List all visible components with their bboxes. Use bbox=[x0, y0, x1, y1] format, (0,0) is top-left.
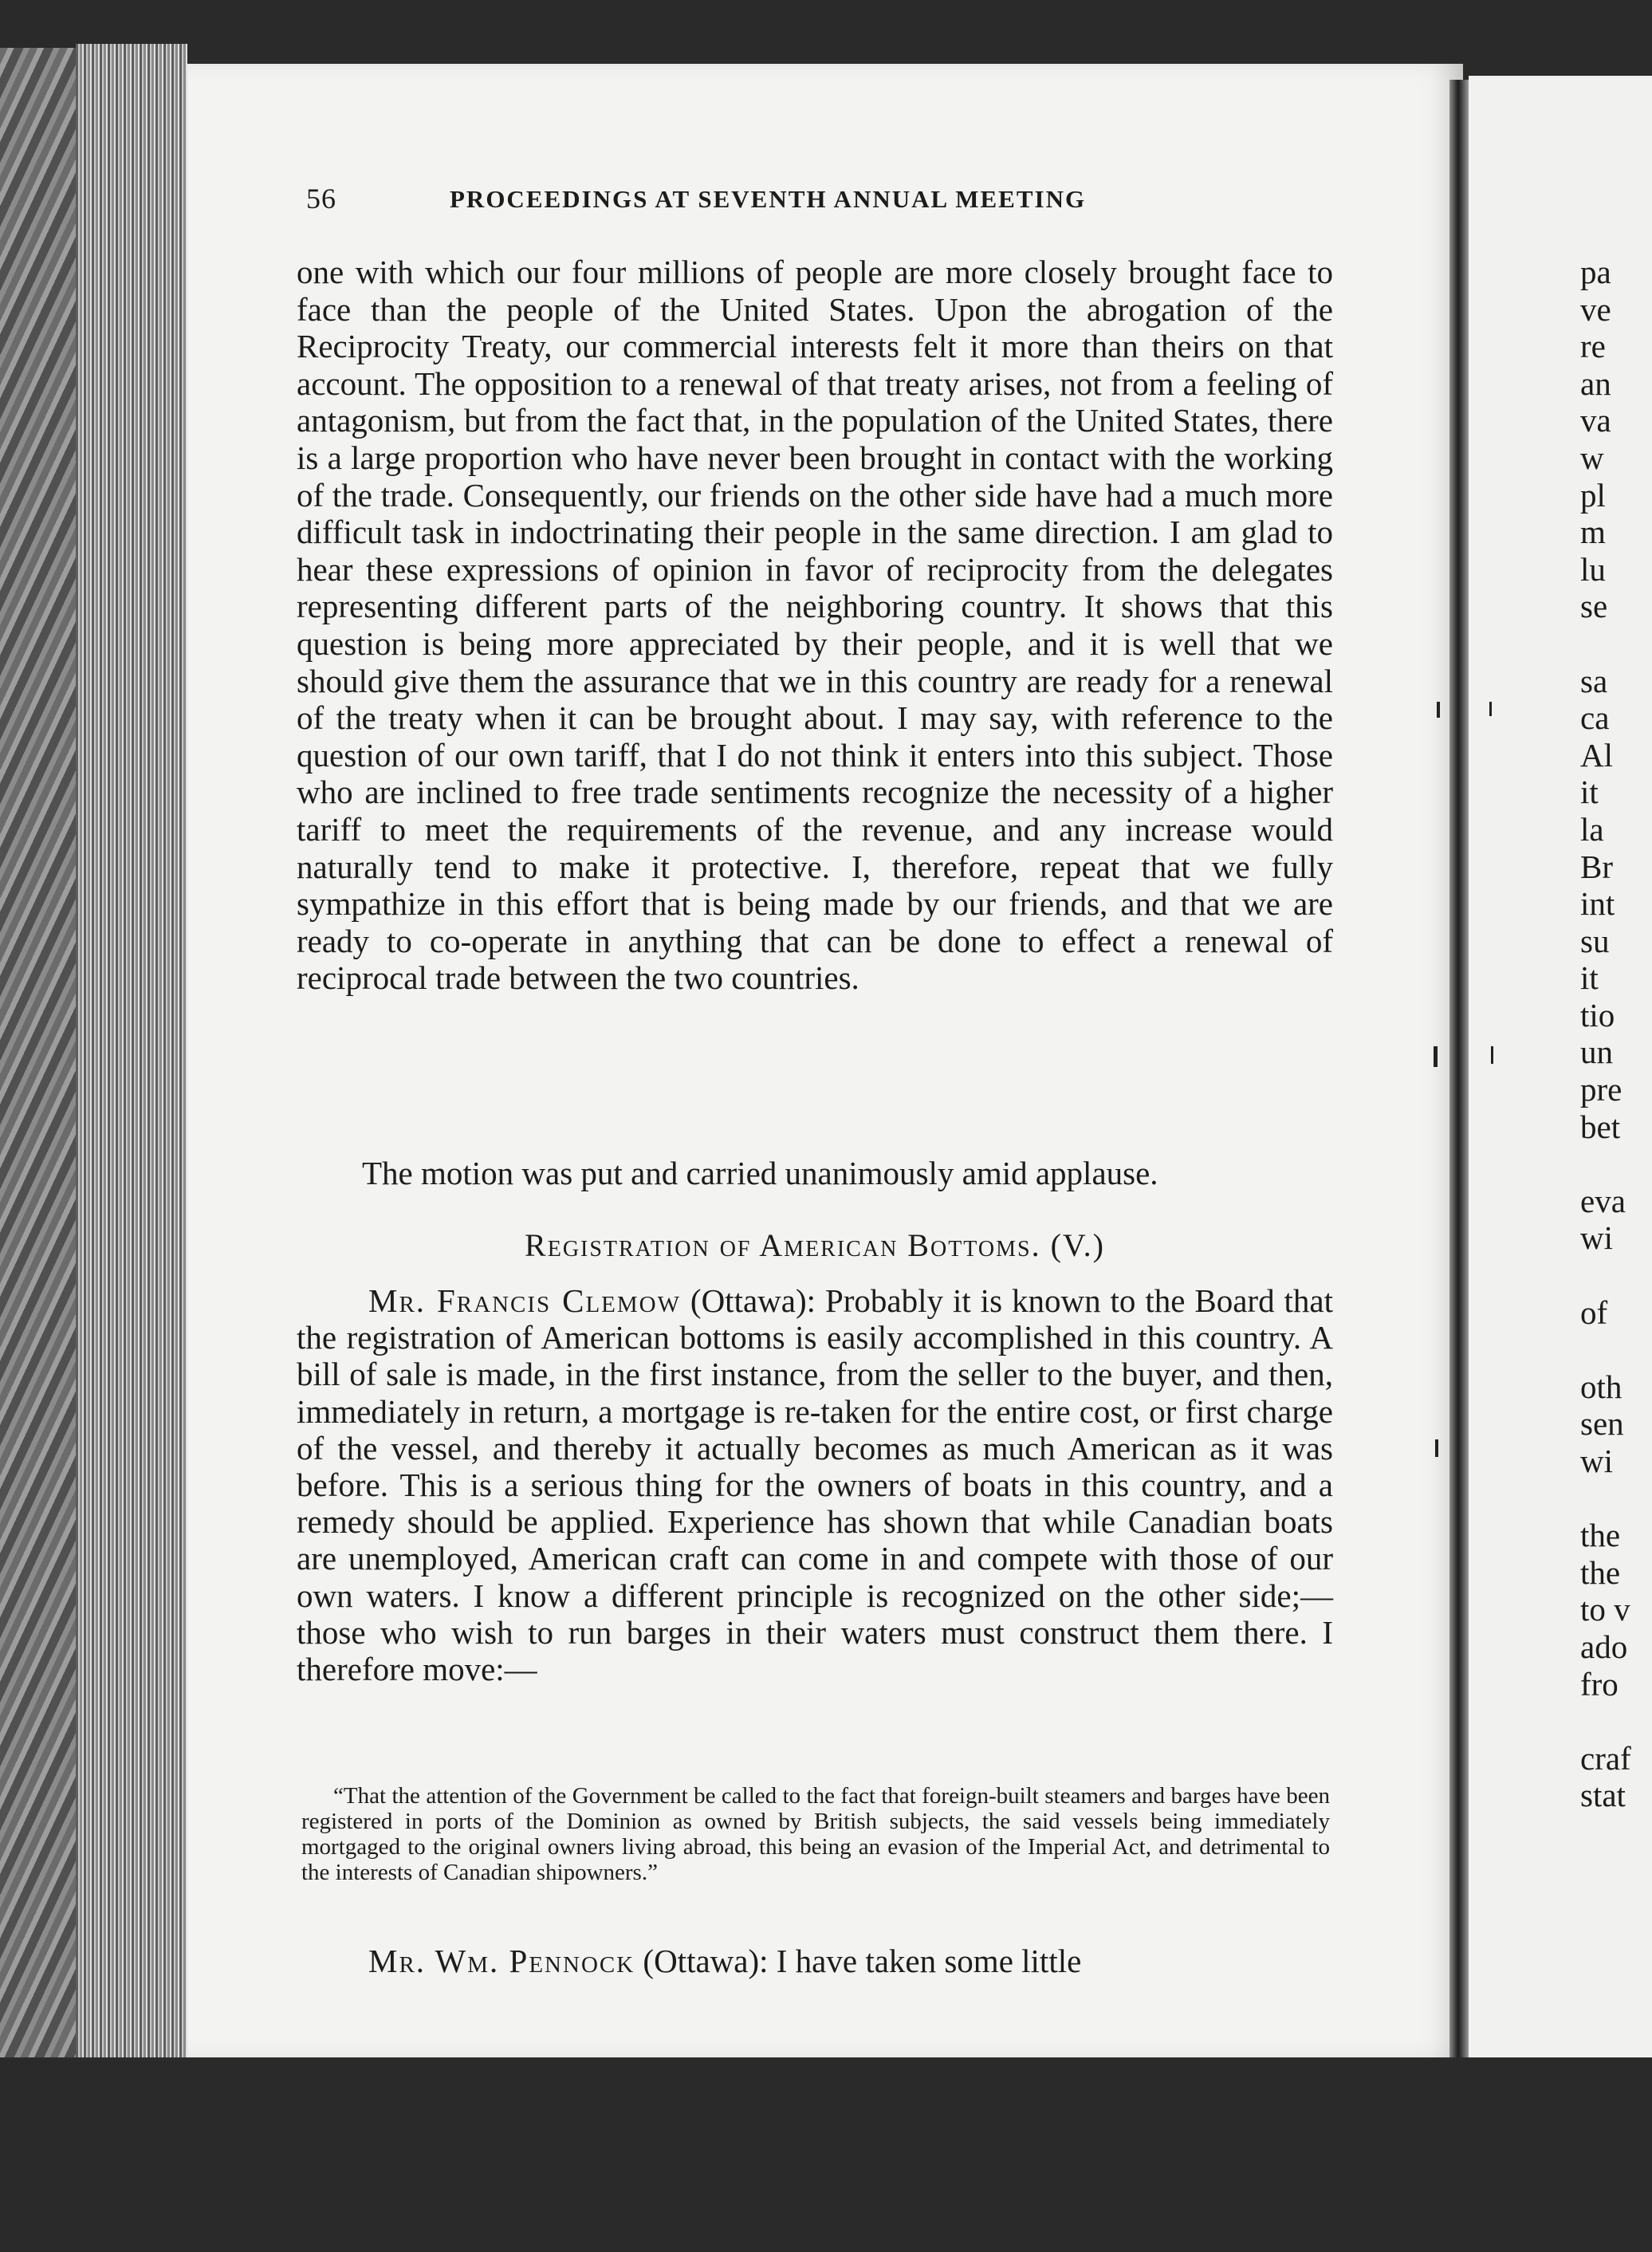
right-page-fragment: re bbox=[1580, 328, 1606, 365]
right-page-fragment: oth bbox=[1580, 1368, 1622, 1405]
right-page-fragment: m bbox=[1580, 514, 1606, 551]
right-page-fragment: to v bbox=[1580, 1591, 1630, 1628]
paragraph-2: The motion was put and carried unanimously amid applause. bbox=[362, 1155, 1158, 1191]
scan-speck bbox=[1437, 702, 1440, 718]
resolution-quote: “That the attention of the Government be called to the fact that foreign-built steamers and barges have been registered in ports of the Dominion as owned by British subjects, the said vessels being immediately mortgaged to the original owners living abroad, this being an evasion of the Imperial Act, and detrimental to the interests of Canadian shipowners.” bbox=[301, 1783, 1330, 1885]
paragraph-3-text: Probably it is known to the Board that the registration of American bottoms is easily accomplished in this country. A bill of sale is made, in the first instance, from the seller to the buyer, and then, immediately in return, a mortgage is re-taken for the entire cost, or first charge of the vessel, and thereby it actually becomes as much American as it was before. This is a serious thing for the owners of boats in this country, and a remedy should be applied. Experience has shown that while Canadian boats are unemployed, American craft can come in and compete with those of our own waters. I know a different principle is recognized on the other side;—those who wish to run barges in their waters must construct them there. I therefore move:— bbox=[297, 1282, 1334, 1688]
right-page-fragment bbox=[1580, 1480, 1652, 1518]
right-page-fragment: se bbox=[1580, 588, 1608, 625]
right-page-fragment: ado bbox=[1580, 1628, 1628, 1665]
right-page-fragment: bet bbox=[1580, 1108, 1621, 1145]
section-heading: Registration of American Bottoms. (V.) bbox=[525, 1227, 1105, 1263]
speaker-name: Mr. Wm. Pennock bbox=[368, 1943, 635, 1979]
right-page-fragment: eva bbox=[1580, 1182, 1626, 1219]
right-page-fragment: va bbox=[1580, 402, 1611, 439]
right-page-fragment: wi bbox=[1580, 1443, 1613, 1479]
running-head: PROCEEDINGS AT SEVENTH ANNUAL MEETING bbox=[450, 185, 1087, 213]
right-page-fragment: int bbox=[1580, 885, 1615, 923]
right-page-fragment: it bbox=[1580, 774, 1599, 811]
scan-speck bbox=[1489, 702, 1492, 716]
scan-speck bbox=[1435, 1439, 1438, 1457]
right-page-fragment: stat bbox=[1580, 1777, 1626, 1814]
right-page-fragment: of bbox=[1580, 1293, 1608, 1331]
right-page-fragment bbox=[1580, 1703, 1652, 1740]
right-page-fragment: the bbox=[1580, 1517, 1621, 1554]
right-page-fragment: fro bbox=[1580, 1665, 1619, 1703]
page-header bbox=[306, 182, 1327, 222]
right-page-fragment: an bbox=[1580, 364, 1611, 402]
right-page-fragment bbox=[1580, 625, 1652, 663]
page-stack-edges bbox=[76, 44, 187, 2085]
right-page-fragment: wi bbox=[1580, 1219, 1613, 1257]
right-page-fragment bbox=[1580, 1145, 1652, 1183]
right-page-fragment: ca bbox=[1580, 699, 1610, 737]
scan-speck bbox=[1491, 1046, 1493, 1064]
scan-speck bbox=[1434, 1046, 1438, 1067]
right-page-fragment: su bbox=[1580, 922, 1610, 959]
right-page-fragment: w bbox=[1580, 439, 1604, 476]
book-gutter bbox=[1449, 80, 1469, 2057]
right-page-fragment: sa bbox=[1580, 662, 1608, 699]
paragraph-3 bbox=[297, 1282, 1333, 1687]
paragraph-4 bbox=[297, 1943, 1333, 1979]
right-page-fragment: pl bbox=[1580, 476, 1606, 514]
right-page-fragment: pre bbox=[1580, 1071, 1622, 1108]
marbled-book-edge bbox=[0, 48, 76, 2057]
right-page-fragment: ve bbox=[1580, 290, 1611, 328]
page-number: 56 bbox=[306, 183, 336, 215]
speaker-name: Mr. Francis Clemow bbox=[368, 1282, 681, 1319]
right-page-fragment: Br bbox=[1580, 848, 1613, 885]
right-page-fragment: pa bbox=[1580, 254, 1611, 290]
right-page-fragment: la bbox=[1580, 810, 1604, 848]
right-page-fragment bbox=[1580, 1331, 1652, 1368]
right-page-fragment: craf bbox=[1580, 1739, 1631, 1777]
right-page-fragment bbox=[1580, 1257, 1652, 1294]
right-page-fragment: lu bbox=[1580, 550, 1606, 588]
right-page-column bbox=[1580, 254, 1652, 1814]
right-page-fragment: un bbox=[1580, 1033, 1613, 1071]
speaker-affiliation: (Ottawa): bbox=[690, 1282, 816, 1319]
right-page-fragment: the bbox=[1580, 1553, 1621, 1591]
right-page-fragment: sen bbox=[1580, 1405, 1624, 1443]
right-page-fragment: Al bbox=[1580, 736, 1613, 774]
speaker-affiliation: (Ottawa): bbox=[643, 1943, 769, 1979]
right-page-fragment: tio bbox=[1580, 996, 1615, 1033]
scan-background bbox=[0, 2057, 1652, 2252]
right-page-fragment: it bbox=[1580, 959, 1599, 997]
paragraph-4-text: I have taken some little bbox=[776, 1943, 1082, 1979]
paragraph-1: one with which our four millions of people are more closely brought face to face than the people of the United States. Upon the abrogation of the Reciprocity Treaty, our commercial interests felt it more than theirs on that account. The opposition to a renewal of that treaty arises, not from a feeling of antagonism, but from the fact that, in the population of the United States, there is a large proportion who have never been brought in contact with the working of the trade. Consequently, our friends on the other side have had a much more difficult task in indoctrinating their people in the same direction. I am glad to hear these expressions of opinion in favor of reciprocity from the delegates representing different parts of the neighboring country. It shows that this question is being more appreciated by their people, and it is well that we should give them the assurance that we in this country are ready for a renewal of the treaty when it can be brought about. I may say, with reference to the question of our own tariff, that I do not think it enters into this subject. Those who are inclined to free trade sentiments recognize the necessity of a higher tariff to meet the requirements of the revenue, and any increase would naturally tend to make it protective. I, therefore, repeat that we fully sympathize in this effort that is being made by our friends, and that we are ready to co-operate in anything that can be done to effect a renewal of reciprocal trade between the two countries. bbox=[297, 254, 1333, 997]
